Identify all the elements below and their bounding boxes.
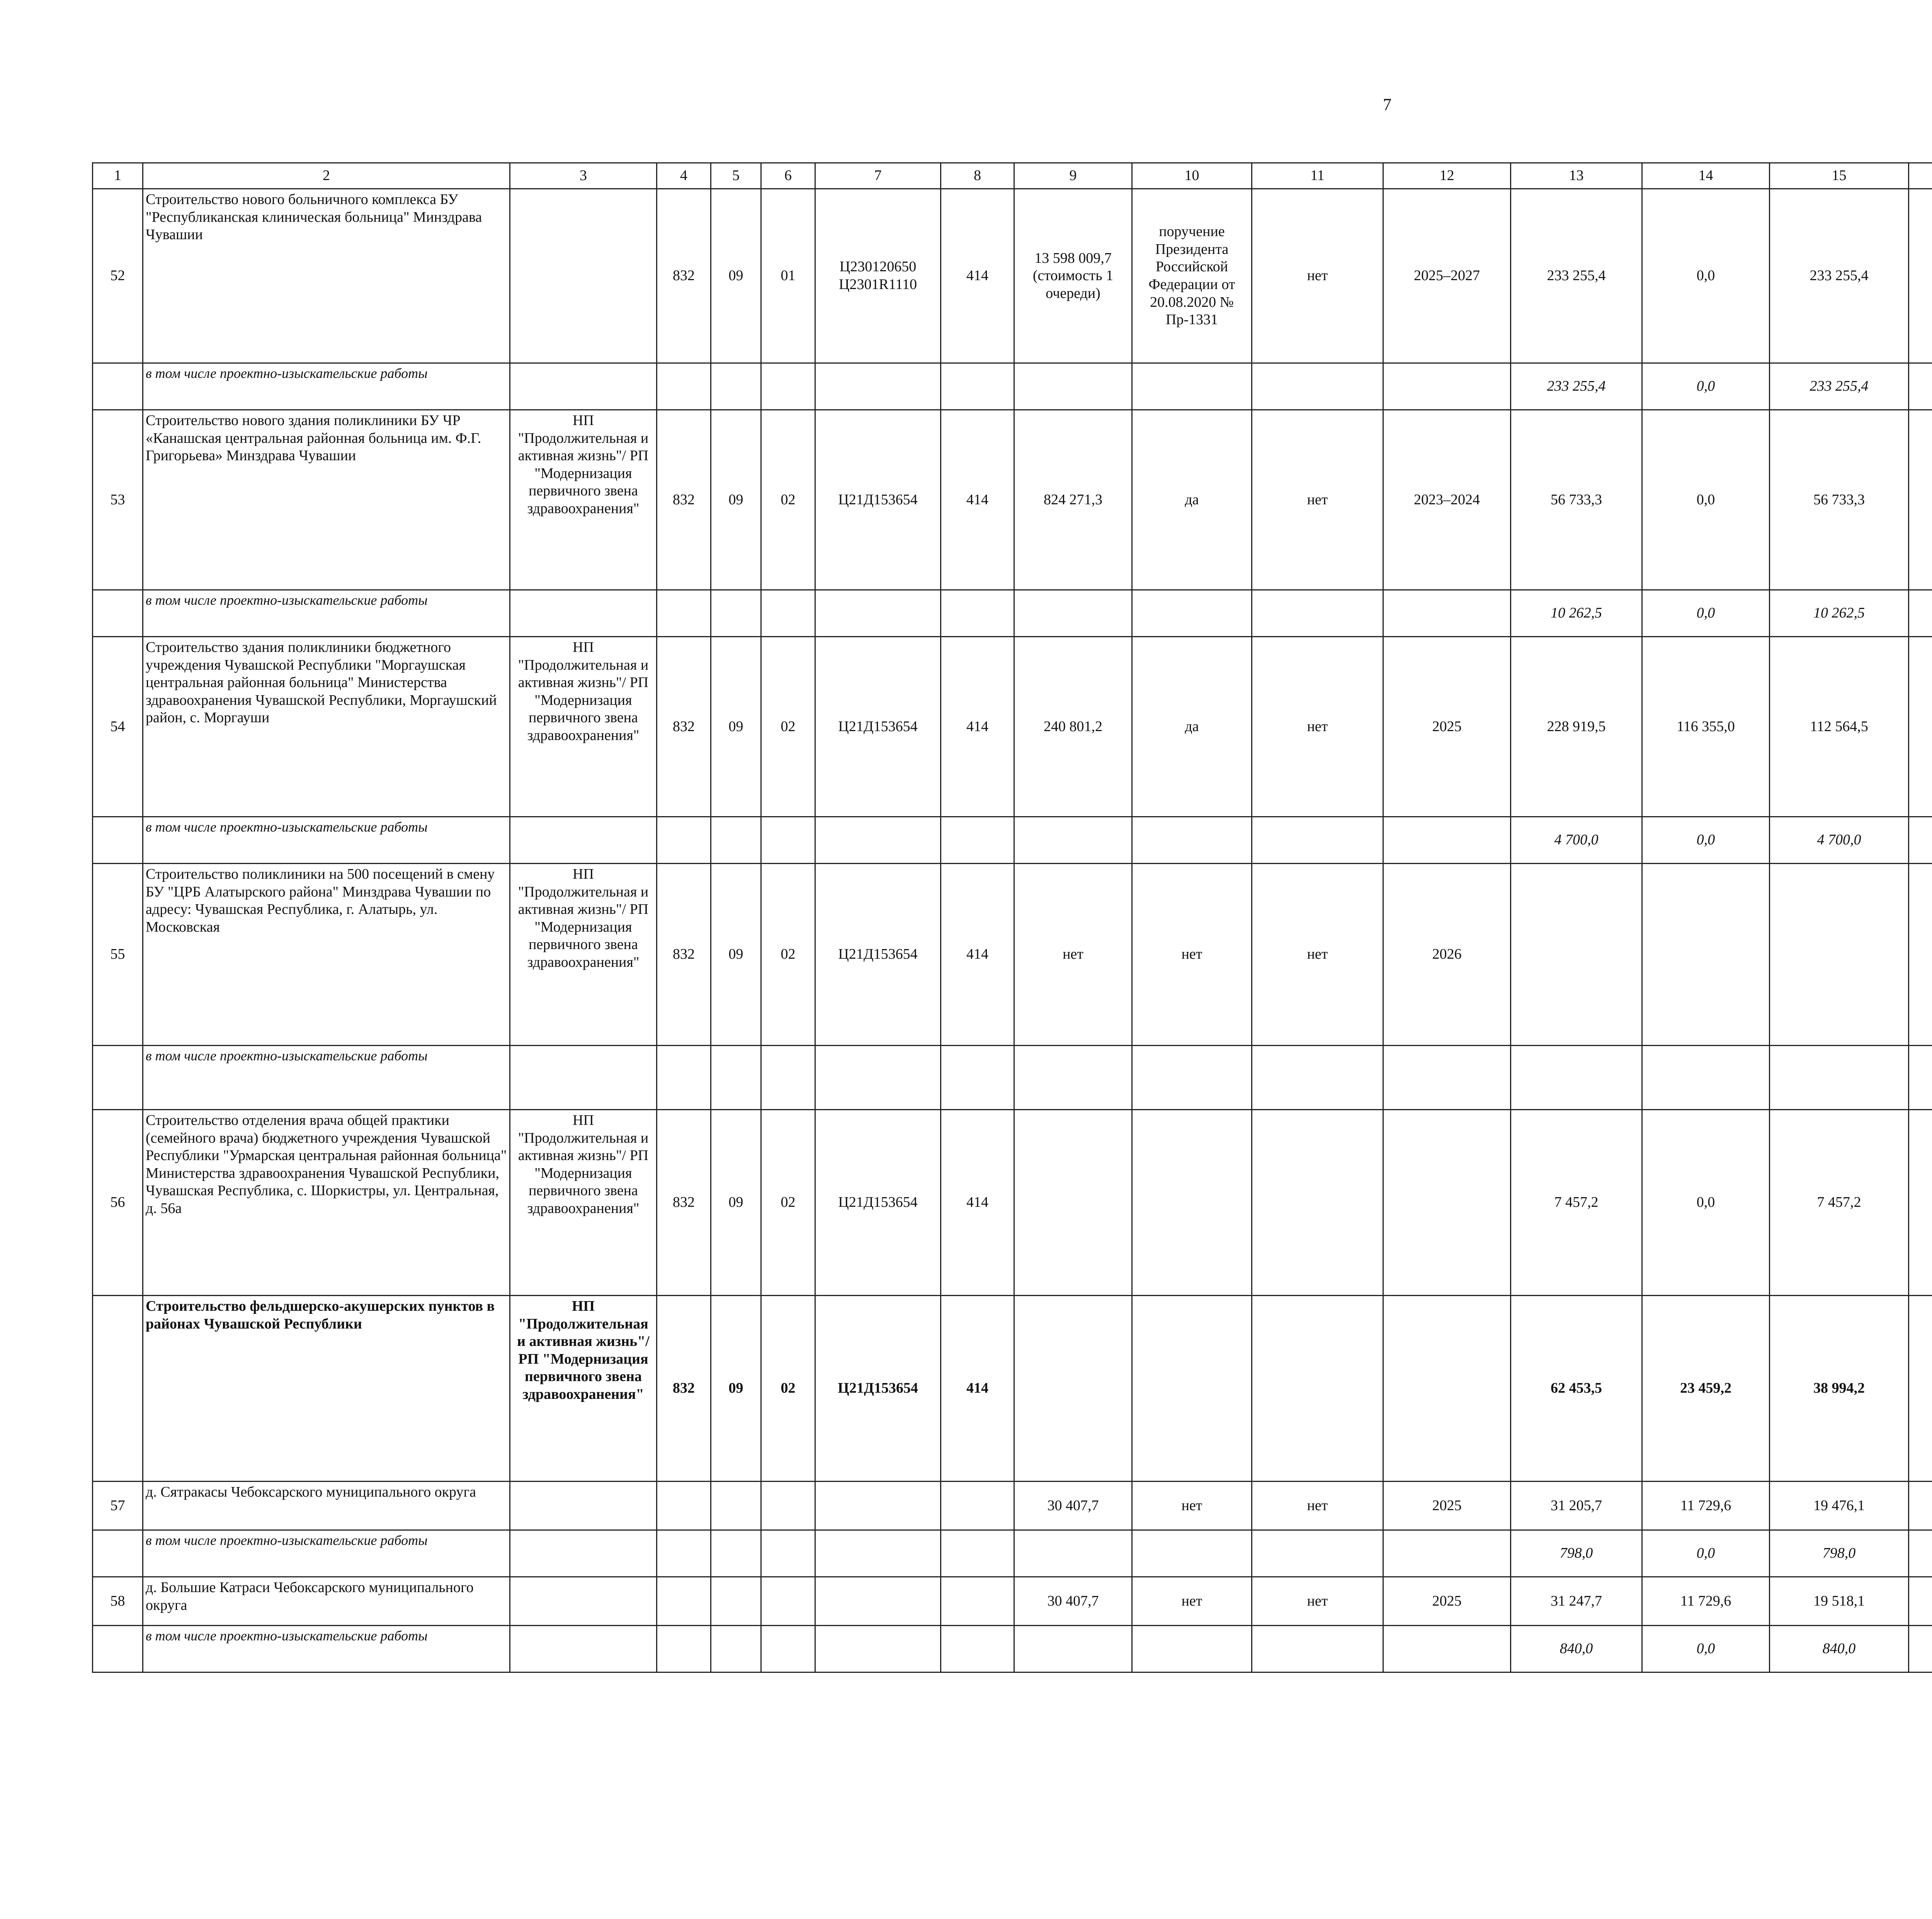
- expense-type: [941, 1577, 1014, 1626]
- row-number: 58: [93, 1577, 143, 1626]
- object-row: [93, 1577, 1932, 1626]
- construction-period: [1383, 1530, 1511, 1577]
- object-name: в том числе проектно-изыскательские работы: [143, 817, 510, 864]
- total-2025: 56 733,3: [1511, 410, 1642, 590]
- expense-type: 414: [941, 637, 1014, 817]
- target-article: [815, 590, 941, 637]
- estimated-cost: [1014, 1296, 1132, 1482]
- federal-2025: 0,0: [1642, 189, 1770, 363]
- construction-period: [1383, 817, 1511, 864]
- estimated-cost: [1014, 1530, 1132, 1577]
- expense-type: [941, 1626, 1014, 1672]
- total-2026: [1909, 1482, 1932, 1530]
- construction-period: [1383, 1046, 1511, 1110]
- subsection-code: 02: [761, 864, 815, 1046]
- federal-2025: 0,0: [1642, 817, 1770, 864]
- section-code: [711, 363, 761, 410]
- total-2025: 233 255,4: [1511, 189, 1642, 363]
- decision-basis: нет: [1132, 1482, 1252, 1530]
- row-number: 52: [93, 189, 143, 363]
- subsection-code: 02: [761, 637, 815, 817]
- ministry-code: [657, 1577, 711, 1626]
- program-name: [510, 363, 657, 410]
- program-name: [510, 817, 657, 864]
- ministry-code: [657, 1626, 711, 1672]
- federal-2025: 116 355,0: [1642, 637, 1770, 817]
- row-number: [93, 1296, 143, 1482]
- republic-2025: 56 733,3: [1770, 410, 1909, 590]
- total-2026: [1909, 1046, 1932, 1110]
- program-name: [510, 590, 657, 637]
- federal-2025: 11 729,6: [1642, 1577, 1770, 1626]
- section-code: [711, 590, 761, 637]
- row-number: [93, 1046, 143, 1110]
- column-number: 15: [1770, 163, 1909, 189]
- subsection-code: [761, 817, 815, 864]
- program-name: НП "Продолжительная и активная жизнь"/ РП "Модернизация первичного звена здравоохранения": [510, 410, 657, 590]
- ministry-code: 832: [657, 1296, 711, 1482]
- object-row: [93, 637, 1932, 817]
- total-2025: 31 205,7: [1511, 1482, 1642, 1530]
- ministry-code: 832: [657, 1110, 711, 1296]
- object-name: в том числе проектно-изыскательские работы: [143, 1530, 510, 1577]
- design-works-row: [93, 1626, 1932, 1672]
- column-number: 14: [1642, 163, 1770, 189]
- target-article: [815, 1482, 941, 1530]
- section-code: [711, 1046, 761, 1110]
- subsection-code: 02: [761, 410, 815, 590]
- estimated-cost: [1014, 363, 1132, 410]
- program-name: [510, 1530, 657, 1577]
- object-name: Строительство отделения врача общей практики (семейного врача) бюджетного учреждения Чувашской Республики "Урмарская центральная районная больница" Министерства здравоохранения Чувашской Республики, Чувашская Республика, с. Шоркистры, ул. Центральная, д. 56а: [143, 1110, 510, 1296]
- decision-basis: нет: [1132, 1577, 1252, 1626]
- section-code: 09: [711, 637, 761, 817]
- republic-2025: 840,0: [1770, 1626, 1909, 1672]
- column-number: 7: [815, 163, 941, 189]
- decision-basis: [1132, 363, 1252, 410]
- column-number: 11: [1252, 163, 1383, 189]
- estimated-cost: [1014, 817, 1132, 864]
- design-works-row: [93, 363, 1932, 410]
- total-2026: [1909, 1626, 1932, 1672]
- target-article: Ц21Д153654: [815, 637, 941, 817]
- ministry-code: [657, 1482, 711, 1530]
- design-works-row: [93, 1530, 1932, 1577]
- federal-2025: [1642, 1046, 1770, 1110]
- republic-2025: 7 457,2: [1770, 1110, 1909, 1296]
- total-2025: [1511, 1046, 1642, 1110]
- row-number: 54: [93, 637, 143, 817]
- design-works-row: [93, 817, 1932, 864]
- expense-type: [941, 363, 1014, 410]
- total-2026: [1909, 1296, 1932, 1482]
- program-name: [510, 189, 657, 363]
- estimated-cost: [1014, 1110, 1132, 1296]
- construction-period: [1383, 1110, 1511, 1296]
- program-name: [510, 1626, 657, 1672]
- federal-2025: 0,0: [1642, 1530, 1770, 1577]
- decision-basis: [1132, 1626, 1252, 1672]
- ministry-code: [657, 1046, 711, 1110]
- subsection-code: 02: [761, 1110, 815, 1296]
- decision-basis: [1132, 1296, 1252, 1482]
- subsection-code: [761, 1626, 815, 1672]
- federal-2025: 23 459,2: [1642, 1296, 1770, 1482]
- subsection-code: [761, 590, 815, 637]
- estimated-cost: 13 598 009,7 (стоимость 1 очереди): [1014, 189, 1132, 363]
- row-number: [93, 1530, 143, 1577]
- section-code: [711, 1530, 761, 1577]
- total-2025: 62 453,5: [1511, 1296, 1642, 1482]
- object-row: [93, 1110, 1932, 1296]
- total-2026: [1909, 1577, 1932, 1626]
- expense-type: [941, 590, 1014, 637]
- decision-basis: [1132, 1530, 1252, 1577]
- estimated-cost: [1014, 1046, 1132, 1110]
- total-2026: [1909, 590, 1932, 637]
- page-number: 7: [1383, 95, 1391, 114]
- expense-type: 414: [941, 189, 1014, 363]
- estimated-cost: 240 801,2: [1014, 637, 1132, 817]
- object-name: в том числе проектно-изыскательские работы: [143, 1046, 510, 1110]
- design-works-row: [93, 590, 1932, 637]
- program-name: НП "Продолжительная и активная жизнь"/ РП "Модернизация первичного звена здравоохранения": [510, 637, 657, 817]
- row-number: [93, 1626, 143, 1672]
- column-number: [1909, 163, 1932, 189]
- subsection-code: [761, 1577, 815, 1626]
- expense-type: 414: [941, 864, 1014, 1046]
- state-expertise: [1252, 1110, 1383, 1296]
- program-name: [510, 1046, 657, 1110]
- column-number: 8: [941, 163, 1014, 189]
- total-2026: [1909, 1530, 1932, 1577]
- expense-type: 414: [941, 1296, 1014, 1482]
- expense-type: [941, 1530, 1014, 1577]
- design-works-row: [93, 1046, 1932, 1110]
- estimated-cost: 30 407,7: [1014, 1577, 1132, 1626]
- row-number: 56: [93, 1110, 143, 1296]
- expense-type: [941, 1482, 1014, 1530]
- column-number: 1: [93, 163, 143, 189]
- estimated-cost: 30 407,7: [1014, 1482, 1132, 1530]
- total-2026: [1909, 363, 1932, 410]
- estimated-cost: 824 271,3: [1014, 410, 1132, 590]
- federal-2025: 0,0: [1642, 363, 1770, 410]
- section-code: [711, 817, 761, 864]
- state-expertise: [1252, 817, 1383, 864]
- republic-2025: [1770, 1046, 1909, 1110]
- estimated-cost: [1014, 590, 1132, 637]
- state-expertise: [1252, 1296, 1383, 1482]
- target-article: [815, 1530, 941, 1577]
- section-code: 09: [711, 1110, 761, 1296]
- program-name: НП "Продолжительная и активная жизнь"/ РП "Модернизация первичного звена здравоохранения": [510, 1296, 657, 1482]
- section-code: 09: [711, 410, 761, 590]
- total-2026: [1909, 817, 1932, 864]
- section-code: 09: [711, 189, 761, 363]
- target-article: [815, 1046, 941, 1110]
- program-name: НП "Продолжительная и активная жизнь"/ РП "Модернизация первичного звена здравоохранения": [510, 1110, 657, 1296]
- federal-2025: 0,0: [1642, 1110, 1770, 1296]
- total-2026: [1909, 189, 1932, 363]
- state-expertise: [1252, 1626, 1383, 1672]
- expense-type: [941, 1046, 1014, 1110]
- state-expertise: нет: [1252, 189, 1383, 363]
- construction-period: 2025–2027: [1383, 189, 1511, 363]
- row-number: [93, 363, 143, 410]
- ministry-code: 832: [657, 189, 711, 363]
- column-number: 3: [510, 163, 657, 189]
- total-2025: [1511, 864, 1642, 1046]
- object-name: в том числе проектно-изыскательские работы: [143, 363, 510, 410]
- object-name: Строительство здания поликлиники бюджетного учреждения Чувашской Республики "Моргаушская центральная районная больница" Министерства здравоохранения Чувашской Республики, Моргаушский район, с. Моргауши: [143, 637, 510, 817]
- ministry-code: [657, 590, 711, 637]
- construction-period: 2025: [1383, 1577, 1511, 1626]
- row-number: 57: [93, 1482, 143, 1530]
- column-number: 6: [761, 163, 815, 189]
- ministry-code: 832: [657, 410, 711, 590]
- target-article: Ц230120650 Ц2301R1110: [815, 189, 941, 363]
- construction-period: 2026: [1383, 864, 1511, 1046]
- total-2026: [1909, 1110, 1932, 1296]
- ministry-code: 832: [657, 637, 711, 817]
- decision-basis: [1132, 817, 1252, 864]
- state-expertise: [1252, 363, 1383, 410]
- decision-basis: да: [1132, 410, 1252, 590]
- object-name: в том числе проектно-изыскательские работы: [143, 590, 510, 637]
- construction-period: 2025: [1383, 637, 1511, 817]
- federal-2025: 0,0: [1642, 590, 1770, 637]
- subsection-code: [761, 1530, 815, 1577]
- republic-2025: 233 255,4: [1770, 189, 1909, 363]
- total-2025: 233 255,4: [1511, 363, 1642, 410]
- object-row: [93, 864, 1932, 1046]
- column-number: 2: [143, 163, 510, 189]
- ministry-code: [657, 817, 711, 864]
- subsection-code: [761, 1046, 815, 1110]
- subsection-code: 01: [761, 189, 815, 363]
- section-code: 09: [711, 864, 761, 1046]
- object-name: Строительство фельдшерско-акушерских пунктов в районах Чувашской Республики: [143, 1296, 510, 1482]
- republic-2025: 798,0: [1770, 1530, 1909, 1577]
- federal-2025: 0,0: [1642, 1626, 1770, 1672]
- expense-type: 414: [941, 1110, 1014, 1296]
- ministry-code: [657, 363, 711, 410]
- section-code: 09: [711, 1296, 761, 1482]
- total-2026: [1909, 864, 1932, 1046]
- republic-2025: 38 994,2: [1770, 1296, 1909, 1482]
- target-article: [815, 363, 941, 410]
- object-name: в том числе проектно-изыскательские работы: [143, 1626, 510, 1672]
- construction-period: [1383, 1296, 1511, 1482]
- object-name: д. Большие Катраси Чебоксарского муниципального округа: [143, 1577, 510, 1626]
- object-row: [93, 1482, 1932, 1530]
- total-2025: 7 457,2: [1511, 1110, 1642, 1296]
- row-number: [93, 817, 143, 864]
- decision-basis: поручение Президента Российской Федерации от 20.08.2020 № Пр-1331: [1132, 189, 1252, 363]
- republic-2025: 233 255,4: [1770, 363, 1909, 410]
- state-expertise: нет: [1252, 637, 1383, 817]
- total-2025: 840,0: [1511, 1626, 1642, 1672]
- federal-2025: [1642, 864, 1770, 1046]
- subsection-code: 02: [761, 1296, 815, 1482]
- state-expertise: нет: [1252, 1577, 1383, 1626]
- program-name: НП "Продолжительная и активная жизнь"/ РП "Модернизация первичного звена здравоохранения": [510, 864, 657, 1046]
- target-article: Ц21Д153654: [815, 864, 941, 1046]
- state-expertise: [1252, 590, 1383, 637]
- decision-basis: [1132, 1046, 1252, 1110]
- total-2025: 4 700,0: [1511, 817, 1642, 864]
- target-article: [815, 817, 941, 864]
- republic-2025: 10 262,5: [1770, 590, 1909, 637]
- target-article: Ц21Д153654: [815, 410, 941, 590]
- decision-basis: да: [1132, 637, 1252, 817]
- column-number: 13: [1511, 163, 1642, 189]
- ministry-code: 832: [657, 864, 711, 1046]
- column-number: 5: [711, 163, 761, 189]
- total-2025: 228 919,5: [1511, 637, 1642, 817]
- republic-2025: 19 518,1: [1770, 1577, 1909, 1626]
- group-row: [93, 1296, 1932, 1482]
- column-number: 12: [1383, 163, 1511, 189]
- object-name: Строительство нового здания поликлиники БУ ЧР «Канашская центральная районная больница им. Ф.Г. Григорьева» Минздрава Чувашии: [143, 410, 510, 590]
- target-article: Ц21Д153654: [815, 1110, 941, 1296]
- decision-basis: нет: [1132, 864, 1252, 1046]
- program-name: [510, 1482, 657, 1530]
- construction-period: 2023–2024: [1383, 410, 1511, 590]
- object-name: Строительство поликлиники на 500 посещений в смену БУ "ЦРБ Алатырского района" Минздрава Чувашии по адресу: Чувашская Республика, г. Алатырь, ул. Московская: [143, 864, 510, 1046]
- column-number: 4: [657, 163, 711, 189]
- program-name: [510, 1577, 657, 1626]
- ministry-code: [657, 1530, 711, 1577]
- total-2026: [1909, 637, 1932, 817]
- republic-2025: 4 700,0: [1770, 817, 1909, 864]
- section-code: [711, 1626, 761, 1672]
- construction-period: [1383, 590, 1511, 637]
- decision-basis: [1132, 1110, 1252, 1296]
- state-expertise: нет: [1252, 410, 1383, 590]
- column-number: 10: [1132, 163, 1252, 189]
- republic-2025: 19 476,1: [1770, 1482, 1909, 1530]
- object-name: Строительство нового больничного комплекса БУ "Республиканская клиническая больница" Минздрава Чувашии: [143, 189, 510, 363]
- total-2025: 10 262,5: [1511, 590, 1642, 637]
- row-number: [93, 590, 143, 637]
- estimated-cost: [1014, 1626, 1132, 1672]
- section-code: [711, 1577, 761, 1626]
- section-code: [711, 1482, 761, 1530]
- total-2026: [1909, 410, 1932, 590]
- estimated-cost: нет: [1014, 864, 1132, 1046]
- state-expertise: [1252, 1530, 1383, 1577]
- target-article: Ц21Д153654: [815, 1296, 941, 1482]
- object-name: д. Сятракасы Чебоксарского муниципального округа: [143, 1482, 510, 1530]
- republic-2025: 112 564,5: [1770, 637, 1909, 817]
- construction-period: [1383, 363, 1511, 410]
- federal-2025: 0,0: [1642, 410, 1770, 590]
- target-article: [815, 1626, 941, 1672]
- construction-period: [1383, 1626, 1511, 1672]
- subsection-code: [761, 1482, 815, 1530]
- investment-table: [92, 162, 1932, 1673]
- expense-type: 414: [941, 410, 1014, 590]
- construction-period: 2025: [1383, 1482, 1511, 1530]
- object-row: [93, 189, 1932, 363]
- state-expertise: нет: [1252, 864, 1383, 1046]
- subsection-code: [761, 363, 815, 410]
- column-number: 9: [1014, 163, 1132, 189]
- row-number: 55: [93, 864, 143, 1046]
- column-number-row: [93, 163, 1932, 189]
- state-expertise: [1252, 1046, 1383, 1110]
- expense-type: [941, 817, 1014, 864]
- decision-basis: [1132, 590, 1252, 637]
- row-number: 53: [93, 410, 143, 590]
- federal-2025: 11 729,6: [1642, 1482, 1770, 1530]
- target-article: [815, 1577, 941, 1626]
- total-2025: 798,0: [1511, 1530, 1642, 1577]
- republic-2025: [1770, 864, 1909, 1046]
- total-2025: 31 247,7: [1511, 1577, 1642, 1626]
- state-expertise: нет: [1252, 1482, 1383, 1530]
- object-row: [93, 410, 1932, 590]
